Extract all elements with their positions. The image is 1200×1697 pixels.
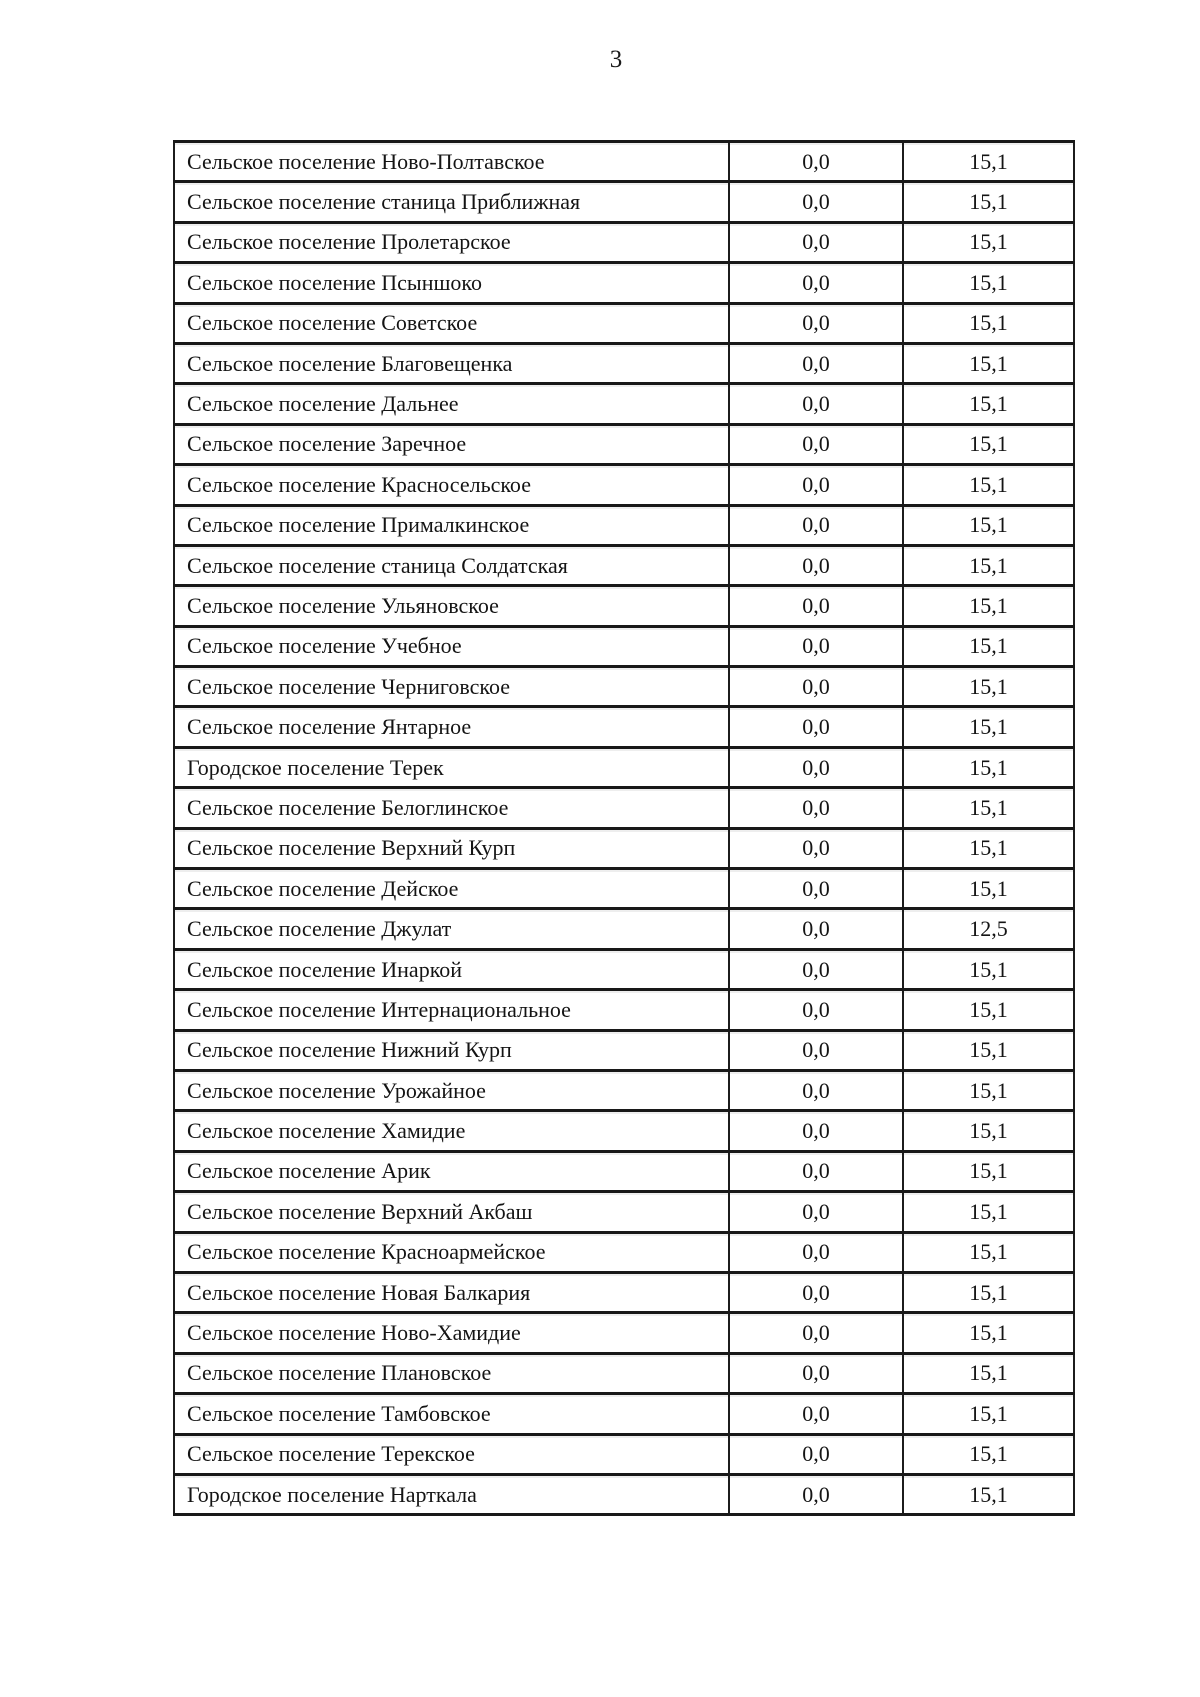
- table-row: [174, 788, 1074, 828]
- table-row: [174, 505, 1074, 545]
- settlement-name-cell: Сельское поселение Ульяновское: [174, 586, 729, 626]
- table-row: [174, 1232, 1074, 1272]
- settlement-name-cell: Сельское поселение Верхний Курп: [174, 828, 729, 868]
- table-row: [174, 1272, 1074, 1312]
- table-row: [174, 1070, 1074, 1110]
- settlement-name-cell: Сельское поселение Белоглинское: [174, 788, 729, 828]
- table-row: [174, 869, 1074, 909]
- table-row: [174, 142, 1074, 182]
- value-cell-2: 15,1: [903, 788, 1074, 828]
- value-cell-2: 15,1: [903, 1151, 1074, 1191]
- settlement-name-cell: Сельское поселение Тамбовское: [174, 1394, 729, 1434]
- value-cell-1: 0,0: [729, 222, 903, 262]
- table-row: [174, 1313, 1074, 1353]
- value-cell-2: 15,1: [903, 424, 1074, 464]
- value-cell-2: 15,1: [903, 1272, 1074, 1312]
- settlement-name-cell: Сельское поселение Джулат: [174, 909, 729, 949]
- settlement-name-cell: Сельское поселение Дейское: [174, 869, 729, 909]
- settlement-name-cell: Сельское поселение Черниговское: [174, 667, 729, 707]
- settlements-table-body: [174, 142, 1074, 1515]
- table-row: [174, 707, 1074, 747]
- table-row: [174, 545, 1074, 585]
- value-cell-1: 0,0: [729, 586, 903, 626]
- value-cell-2: 12,5: [903, 909, 1074, 949]
- value-cell-1: 0,0: [729, 182, 903, 222]
- settlement-name-cell: Сельское поселение станица Приближная: [174, 182, 729, 222]
- value-cell-2: 15,1: [903, 869, 1074, 909]
- value-cell-1: 0,0: [729, 1192, 903, 1232]
- value-cell-2: 15,1: [903, 384, 1074, 424]
- table-row: [174, 909, 1074, 949]
- value-cell-2: 15,1: [903, 303, 1074, 343]
- value-cell-2: 15,1: [903, 828, 1074, 868]
- value-cell-1: 0,0: [729, 828, 903, 868]
- value-cell-2: 15,1: [903, 1070, 1074, 1110]
- value-cell-1: 0,0: [729, 1070, 903, 1110]
- settlement-name-cell: Сельское поселение Арик: [174, 1151, 729, 1191]
- table-row: [174, 828, 1074, 868]
- value-cell-2: 15,1: [903, 182, 1074, 222]
- value-cell-1: 0,0: [729, 1030, 903, 1070]
- settlement-name-cell: Городское поселение Терек: [174, 747, 729, 787]
- value-cell-2: 15,1: [903, 1394, 1074, 1434]
- value-cell-1: 0,0: [729, 545, 903, 585]
- value-cell-2: 15,1: [903, 343, 1074, 383]
- value-cell-1: 0,0: [729, 142, 903, 182]
- value-cell-1: 0,0: [729, 747, 903, 787]
- value-cell-1: 0,0: [729, 869, 903, 909]
- settlement-name-cell: Сельское поселение Псыншоко: [174, 263, 729, 303]
- value-cell-1: 0,0: [729, 707, 903, 747]
- value-cell-1: 0,0: [729, 1151, 903, 1191]
- value-cell-1: 0,0: [729, 1353, 903, 1393]
- value-cell-2: 15,1: [903, 626, 1074, 666]
- value-cell-1: 0,0: [729, 1111, 903, 1151]
- value-cell-1: 0,0: [729, 626, 903, 666]
- value-cell-1: 0,0: [729, 1394, 903, 1434]
- table-row: [174, 626, 1074, 666]
- value-cell-1: 0,0: [729, 343, 903, 383]
- settlement-name-cell: Сельское поселение Инаркой: [174, 949, 729, 989]
- settlement-name-cell: Сельское поселение Заречное: [174, 424, 729, 464]
- page-number: 3: [609, 46, 623, 73]
- settlement-name-cell: Сельское поселение Ново-Полтавское: [174, 142, 729, 182]
- settlement-name-cell: Сельское поселение станица Солдатская: [174, 545, 729, 585]
- value-cell-2: 15,1: [903, 465, 1074, 505]
- value-cell-1: 0,0: [729, 1434, 903, 1474]
- table-row: [174, 1030, 1074, 1070]
- settlement-name-cell: Сельское поселение Советское: [174, 303, 729, 343]
- table-row: [174, 182, 1074, 222]
- table-row: [174, 263, 1074, 303]
- table-row: [174, 1192, 1074, 1232]
- settlement-name-cell: Сельское поселение Верхний Акбаш: [174, 1192, 729, 1232]
- value-cell-2: 15,1: [903, 1474, 1074, 1514]
- value-cell-2: 15,1: [903, 990, 1074, 1030]
- table-row: [174, 586, 1074, 626]
- value-cell-1: 0,0: [729, 505, 903, 545]
- table-row: [174, 343, 1074, 383]
- value-cell-2: 15,1: [903, 1111, 1074, 1151]
- value-cell-2: 15,1: [903, 1192, 1074, 1232]
- table-row: [174, 990, 1074, 1030]
- settlement-name-cell: Сельское поселение Благовещенка: [174, 343, 729, 383]
- table-row: [174, 222, 1074, 262]
- settlement-name-cell: Городское поселение Нарткала: [174, 1474, 729, 1514]
- table-row: [174, 1434, 1074, 1474]
- settlements-table: [173, 140, 1075, 1516]
- table-row: [174, 1111, 1074, 1151]
- value-cell-1: 0,0: [729, 384, 903, 424]
- value-cell-2: 15,1: [903, 707, 1074, 747]
- value-cell-2: 15,1: [903, 586, 1074, 626]
- settlement-name-cell: Сельское поселение Новая Балкария: [174, 1272, 729, 1312]
- value-cell-2: 15,1: [903, 1434, 1074, 1474]
- settlement-name-cell: Сельское поселение Дальнее: [174, 384, 729, 424]
- value-cell-2: 15,1: [903, 545, 1074, 585]
- value-cell-2: 15,1: [903, 747, 1074, 787]
- settlement-name-cell: Сельское поселение Нижний Курп: [174, 1030, 729, 1070]
- value-cell-2: 15,1: [903, 667, 1074, 707]
- settlement-name-cell: Сельское поселение Красноармейское: [174, 1232, 729, 1272]
- value-cell-1: 0,0: [729, 303, 903, 343]
- value-cell-2: 15,1: [903, 222, 1074, 262]
- value-cell-1: 0,0: [729, 788, 903, 828]
- table-row: [174, 465, 1074, 505]
- value-cell-1: 0,0: [729, 1232, 903, 1272]
- value-cell-1: 0,0: [729, 263, 903, 303]
- value-cell-1: 0,0: [729, 990, 903, 1030]
- value-cell-2: 15,1: [903, 505, 1074, 545]
- value-cell-1: 0,0: [729, 667, 903, 707]
- table-row: [174, 1151, 1074, 1191]
- value-cell-1: 0,0: [729, 909, 903, 949]
- settlement-name-cell: Сельское поселение Терекское: [174, 1434, 729, 1474]
- settlement-name-cell: Сельское поселение Прималкинское: [174, 505, 729, 545]
- table-row: [174, 1353, 1074, 1393]
- value-cell-1: 0,0: [729, 424, 903, 464]
- value-cell-1: 0,0: [729, 949, 903, 989]
- value-cell-2: 15,1: [903, 142, 1074, 182]
- settlement-name-cell: Сельское поселение Ново-Хамидие: [174, 1313, 729, 1353]
- table-row: [174, 1394, 1074, 1434]
- value-cell-2: 15,1: [903, 263, 1074, 303]
- value-cell-1: 0,0: [729, 465, 903, 505]
- value-cell-2: 15,1: [903, 1313, 1074, 1353]
- settlement-name-cell: Сельское поселение Янтарное: [174, 707, 729, 747]
- table-row: [174, 384, 1074, 424]
- table-row: [174, 424, 1074, 464]
- table-row: [174, 949, 1074, 989]
- settlement-name-cell: Сельское поселение Пролетарское: [174, 222, 729, 262]
- table-row: [174, 747, 1074, 787]
- settlement-name-cell: Сельское поселение Учебное: [174, 626, 729, 666]
- value-cell-2: 15,1: [903, 1030, 1074, 1070]
- settlement-name-cell: Сельское поселение Плановское: [174, 1353, 729, 1393]
- value-cell-2: 15,1: [903, 949, 1074, 989]
- table-row: [174, 1474, 1074, 1514]
- value-cell-1: 0,0: [729, 1313, 903, 1353]
- settlement-name-cell: Сельское поселение Интернациональное: [174, 990, 729, 1030]
- settlement-name-cell: Сельское поселение Урожайное: [174, 1070, 729, 1110]
- value-cell-2: 15,1: [903, 1353, 1074, 1393]
- settlement-name-cell: Сельское поселение Хамидие: [174, 1111, 729, 1151]
- value-cell-2: 15,1: [903, 1232, 1074, 1272]
- table-row: [174, 303, 1074, 343]
- settlement-name-cell: Сельское поселение Красносельское: [174, 465, 729, 505]
- value-cell-1: 0,0: [729, 1474, 903, 1514]
- value-cell-1: 0,0: [729, 1272, 903, 1312]
- table-row: [174, 667, 1074, 707]
